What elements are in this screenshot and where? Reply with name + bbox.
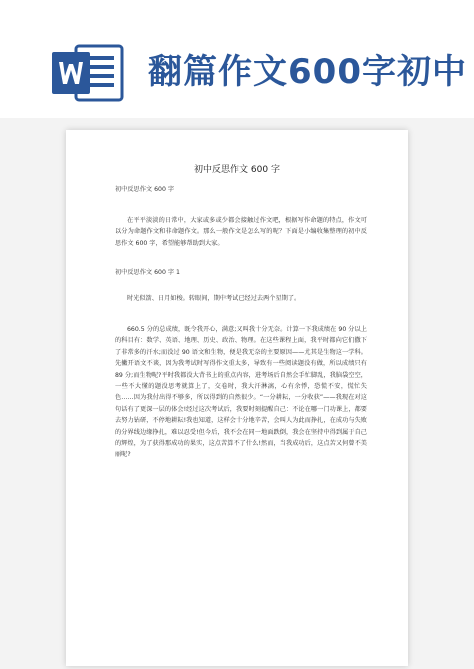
document-page [66,130,408,666]
document-subtitle: 初中反思作文 600 字 [115,186,175,193]
document-title: 初中反思作文 600 字 [194,165,280,175]
banner-title: 翻篇作文600字初中 [148,52,467,92]
intro-paragraph: 在平平淡淡的日常中，大家或多或少都会接触过作文吧，根据写作命题的特点，作文可以分为命题作文和非命题作文。那么一般作文是怎么写的呢？下面是小编收集整理的初中反思作文 600 字，希望能够帮助到大家。 [115,217,367,247]
section-heading: 初中反思作文 600 字 1 [115,269,180,276]
word-document-icon [50,42,126,104]
paragraph-2: 660.5 分的总成绩，既令我开心，满意;又叫我十分无奈。计算一下我成绩在 90 分以上的科目有：数学、英语、地理、历史、政治、物理。在这些课程上面，我平时都向它们撒下了非常多的汗水;而没过 90 语文和生物，便是我无奈的主要原因——尤其是生物这一学科。先撇开语文不谈，因为我考试时写得作文重太多，导致有一些阅读题没有做，所以成绩只有 89 分;而生物呢?平时我都没大背书上的重点内容，进考场后自然会手忙脚乱，我脑袋空空，一些不大懂的题没思考就算上了，交卷时，我大汗淋漓，心有余悸，恐慌不安，慌忙失色……因为我付出得不够多，所以得到的自然很少。“一分耕耘，一分收获”——我现在对这句话有了更深一层的体会!经过这次考试后，我要时刻提醒自己：不论在哪一门功课上，都要去努力钻研，不停地耕耘!我也知道，这样会十分地辛苦，会叫人为此而挣扎，在成功与失败的分界线边缘挣扎，难以忍受!但今后，我不会在同一地面跌倒，我会在坚持中得到属于自己的辉煌，为了获得那成功的果实，这点苦算不了什么!然而，当我成功后，这点苦又何曾不美丽呢? [115,326,367,459]
paragraph-1: 时光似箭、日月如梭。转眼间，期中考试已经过去两个星期了。 [127,295,301,302]
header-banner [0,0,474,118]
